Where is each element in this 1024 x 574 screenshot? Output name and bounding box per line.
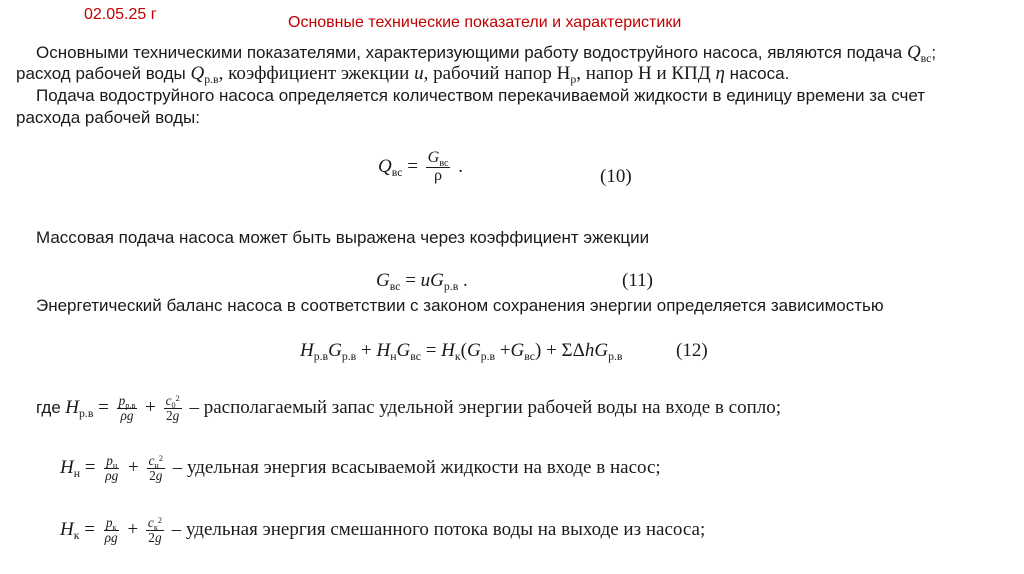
definition-2-text: – удельная энергия всасываемой жидкости на входе в насос; bbox=[172, 456, 661, 478]
definition-2 bbox=[60, 454, 661, 483]
paragraph-2-line-2: расхода рабочей воды: bbox=[16, 108, 200, 127]
equation-12: $H_{р.в}G_{р.в} + H_нG_{вс} = H_к(G_{р.в} +G_{вс}) + \Sigma\Delta hG_{р.в}$ bbox=[300, 340, 623, 364]
symbol-q-rv: $Q_{р.в}$ bbox=[190, 63, 219, 87]
paragraph-1-line-1: Основными техническими показателями, характеризующими работу водоструйного насоса, являются подача $Q_{вс}$; bbox=[36, 42, 937, 66]
definition-1-text: – располагаемый запас удельной энергии рабочей воды на входе в сопло; bbox=[189, 396, 782, 418]
paragraph-2-line-1: Подача водоструйного насоса определяется количеством перекачиваемой жидкости в единицу времени за счет bbox=[36, 86, 926, 105]
paragraph-1-line-2-e: насоса. bbox=[729, 64, 790, 83]
paragraph-1-line-2-d: , напор Н и КПД bbox=[576, 63, 711, 84]
definition-3-formula: $H_к$ = $\frac{p_к}{\rho g}$ + $\frac{c_к^2}{2g}$ bbox=[60, 515, 162, 545]
paragraph-1-line-2-a: расход рабочей воды bbox=[16, 64, 186, 83]
equation-10: $Q_{вс}$ = $\frac{G_{вс}}{\rho}$ . bbox=[378, 149, 463, 184]
definition-1 bbox=[36, 394, 781, 423]
definition-3-text: – удельная энергия смешанного потока воды на выходе из насоса; bbox=[171, 518, 706, 540]
paragraph-1-line-2-b: , коэффициент эжекции bbox=[218, 63, 410, 84]
slide-title: Основные технические показатели и характеристики bbox=[288, 14, 682, 31]
paragraph-4: Энергетический баланс насоса в соответствии с законом сохранения энергии определяется зависимостью bbox=[36, 296, 884, 315]
equation-11-number: (11) bbox=[622, 270, 653, 291]
definition-1-formula: $H_{р.в}$ = $\frac{p_{р.в}}{\rho g}$ + $\frac{c_0^2}{2g}$ bbox=[65, 393, 180, 423]
paragraph-1-line-1-text: Основными техническими показателями, характеризующими работу водоструйного насоса, являются подача bbox=[36, 43, 903, 62]
definition-3 bbox=[60, 516, 705, 545]
equation-10-number: (10) bbox=[600, 166, 632, 187]
equation-12-number: (12) bbox=[676, 340, 708, 361]
paragraph-1-line-2-c: , рабочий напор Н bbox=[423, 63, 571, 84]
definition-1-prefix: где bbox=[36, 397, 61, 417]
symbol-u: u bbox=[414, 63, 424, 84]
symbol-eta: η bbox=[715, 63, 725, 84]
slide-date: 02.05.25 г bbox=[84, 6, 157, 23]
paragraph-1-line-2: расход рабочей воды $Q_{р.в}$, коэффициент эжекции u, рабочий напор $Н_р$, напор Н и КПД η насоса. bbox=[16, 63, 790, 87]
equation-11: $G_{вс} = uG_{р.в}$ . bbox=[376, 270, 468, 294]
definition-2-formula: $H_н$ = $\frac{p_н}{\rho g}$ + $\frac{c_н^2}{2g}$ bbox=[60, 453, 163, 483]
paragraph-3: Массовая подача насоса может быть выражена через коэффициент эжекции bbox=[36, 228, 650, 247]
symbol-q-vs: $Q_{вс}$ bbox=[906, 42, 932, 66]
